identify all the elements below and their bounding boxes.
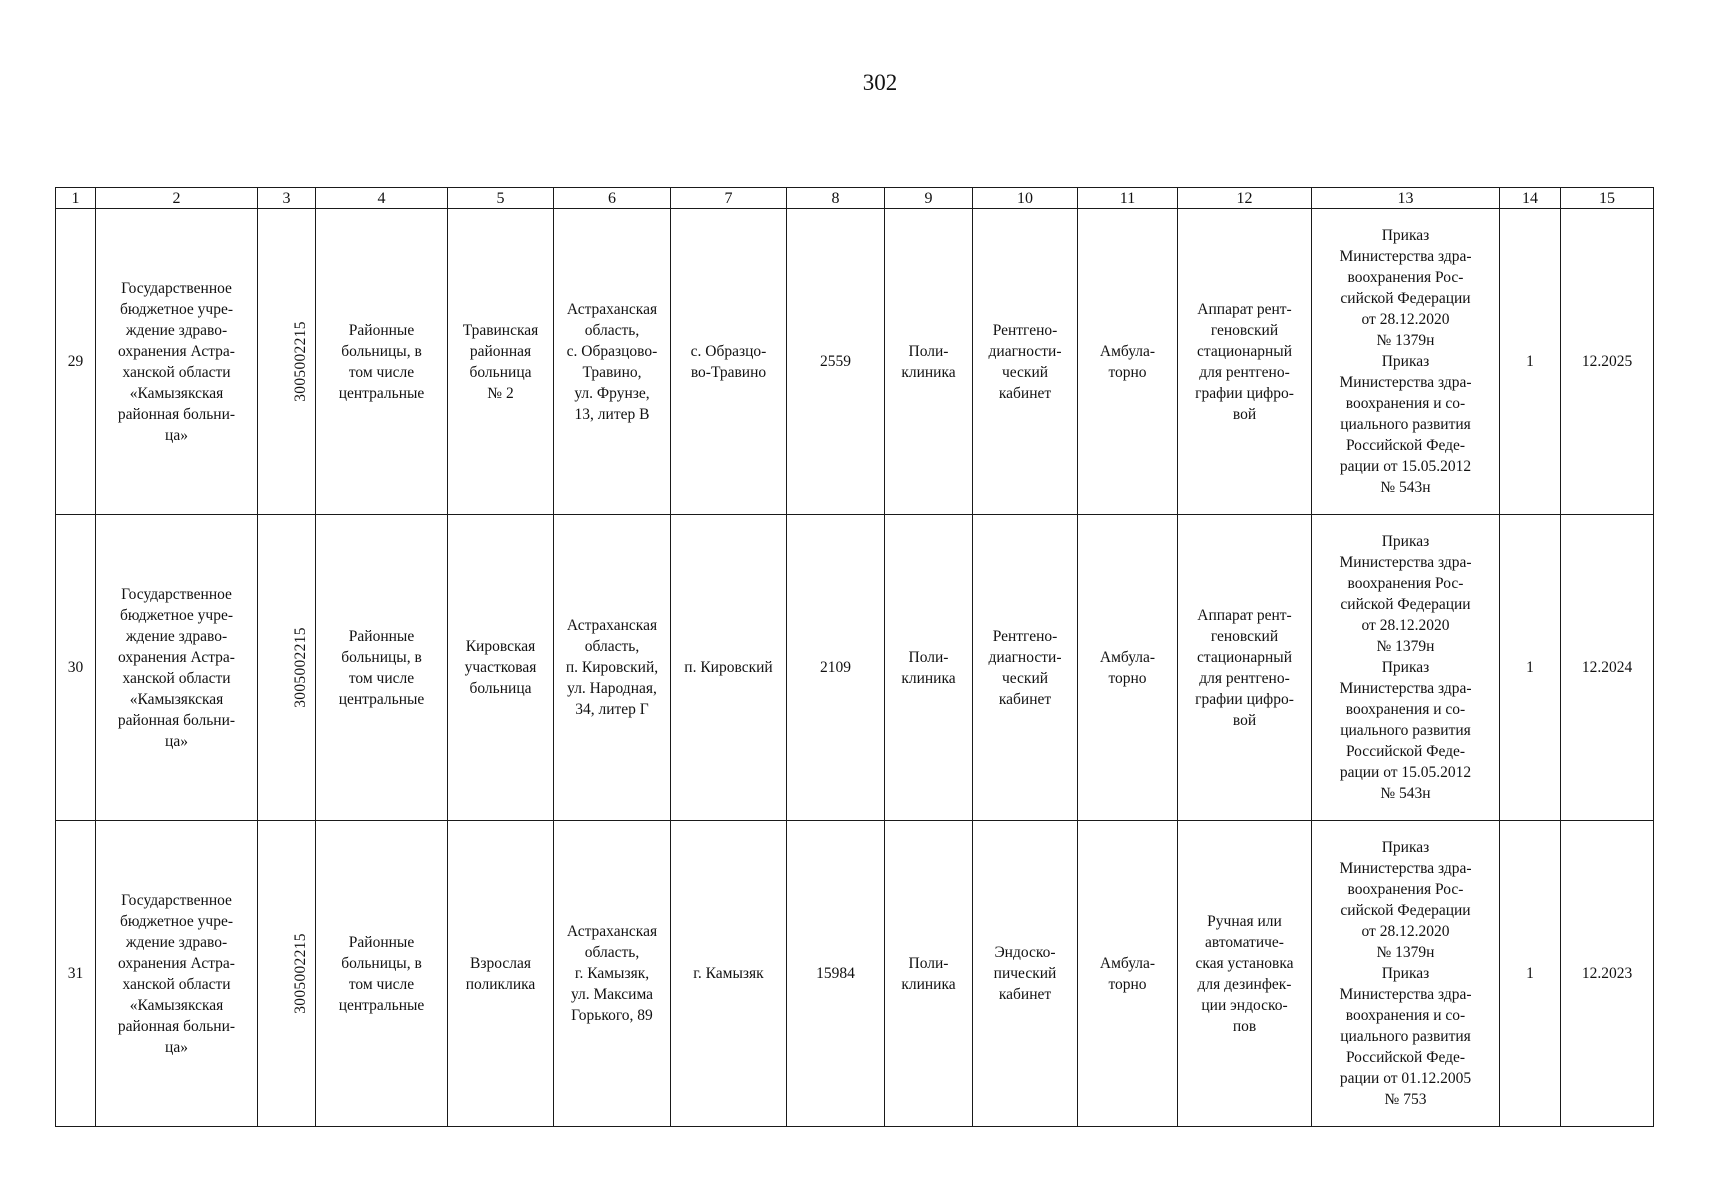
institution-code: 3005002215 xyxy=(291,933,309,1014)
subdivision-name: Кировская участковая больница xyxy=(448,515,554,821)
care-form: Амбула- торно xyxy=(1078,515,1178,821)
equipment: Ручная или автоматиче- ская установка для дезинфек- ции эндоско- пов xyxy=(1178,821,1312,1127)
cabinet: Рентгено- диагности- ческий кабинет xyxy=(973,515,1078,821)
column-number: 2 xyxy=(96,188,258,209)
date: 12.2025 xyxy=(1561,209,1654,515)
institution-code: 3005002215 xyxy=(291,627,309,708)
care-form: Амбула- торно xyxy=(1078,209,1178,515)
column-number: 4 xyxy=(316,188,448,209)
table-row xyxy=(56,515,1654,821)
column-number: 8 xyxy=(787,188,885,209)
row-number: 29 xyxy=(56,209,96,515)
locality: п. Кировский xyxy=(671,515,787,821)
subdivision-name: Взрослая поликлика xyxy=(448,821,554,1127)
cabinet: Эндоско- пический кабинет xyxy=(973,821,1078,1127)
cabinet: Рентгено- диагности- ческий кабинет xyxy=(973,209,1078,515)
population: 15984 xyxy=(787,821,885,1127)
column-number-row xyxy=(56,188,1654,209)
register-table xyxy=(55,187,1654,1127)
date: 12.2024 xyxy=(1561,515,1654,821)
column-number: 1 xyxy=(56,188,96,209)
unit: Поли- клиника xyxy=(885,821,973,1127)
locality: с. Образцо- во-Травино xyxy=(671,209,787,515)
row-number: 30 xyxy=(56,515,96,821)
population: 2559 xyxy=(787,209,885,515)
table-row xyxy=(56,821,1654,1127)
institution-type: Районные больницы, в том числе центральные xyxy=(316,821,448,1127)
equipment: Аппарат рент- геновский стационарный для рентгено- графии цифро- вой xyxy=(1178,515,1312,821)
column-number: 9 xyxy=(885,188,973,209)
subdivision-name: Травинская районная больница № 2 xyxy=(448,209,554,515)
legal-basis: Приказ Министерства здра- воохранения Рос- сийской Федерации от 28.12.2020 № 1379н Приказ Министерства здра- воохранения и со- циального развития Российской Феде- рации от 15.05.2012 № 543н xyxy=(1312,515,1500,821)
locality: г. Камызяк xyxy=(671,821,787,1127)
column-number: 15 xyxy=(1561,188,1654,209)
institution-name: Государственное бюджетное учре- ждение здраво- охранения Астра- ханской области «Камызякская районная больни- ца» xyxy=(96,209,258,515)
institution-code: 3005002215 xyxy=(291,321,309,402)
quantity: 1 xyxy=(1500,515,1561,821)
unit: Поли- клиника xyxy=(885,209,973,515)
institution-type: Районные больницы, в том числе центральные xyxy=(316,515,448,821)
table-row xyxy=(56,209,1654,515)
column-number: 3 xyxy=(258,188,316,209)
address: Астраханская область, с. Образцово- Травино, ул. Фрунзе, 13, литер В xyxy=(554,209,671,515)
column-number: 12 xyxy=(1178,188,1312,209)
column-number: 13 xyxy=(1312,188,1500,209)
institution-code-cell xyxy=(258,821,316,1127)
quantity: 1 xyxy=(1500,821,1561,1127)
date: 12.2023 xyxy=(1561,821,1654,1127)
institution-type: Районные больницы, в том числе центральные xyxy=(316,209,448,515)
institution-code-cell xyxy=(258,515,316,821)
institution-name: Государственное бюджетное учре- ждение здраво- охранения Астра- ханской области «Камызякская районная больни- ца» xyxy=(96,821,258,1127)
row-number: 31 xyxy=(56,821,96,1127)
column-number: 7 xyxy=(671,188,787,209)
population: 2109 xyxy=(787,515,885,821)
institution-code-cell xyxy=(258,209,316,515)
column-number: 14 xyxy=(1500,188,1561,209)
institution-name: Государственное бюджетное учре- ждение здраво- охранения Астра- ханской области «Камызякская районная больни- ца» xyxy=(96,515,258,821)
equipment: Аппарат рент- геновский стационарный для рентгено- графии цифро- вой xyxy=(1178,209,1312,515)
address: Астраханская область, п. Кировский, ул. Народная, 34, литер Г xyxy=(554,515,671,821)
column-number: 10 xyxy=(973,188,1078,209)
page-number: 302 xyxy=(862,70,898,95)
address: Астраханская область, г. Камызяк, ул. Максима Горького, 89 xyxy=(554,821,671,1127)
legal-basis: Приказ Министерства здра- воохранения Рос- сийской Федерации от 28.12.2020 № 1379н Приказ Министерства здра- воохранения и со- циального развития Российской Феде- рации от 01.12.2005 № 753 xyxy=(1312,821,1500,1127)
unit: Поли- клиника xyxy=(885,515,973,821)
legal-basis: Приказ Министерства здра- воохранения Рос- сийской Федерации от 28.12.2020 № 1379н Приказ Министерства здра- воохранения и со- циального развития Российской Феде- рации от 15.05.2012 № 543н xyxy=(1312,209,1500,515)
quantity: 1 xyxy=(1500,209,1561,515)
column-number: 5 xyxy=(448,188,554,209)
column-number: 11 xyxy=(1078,188,1178,209)
care-form: Амбула- торно xyxy=(1078,821,1178,1127)
column-number: 6 xyxy=(554,188,671,209)
